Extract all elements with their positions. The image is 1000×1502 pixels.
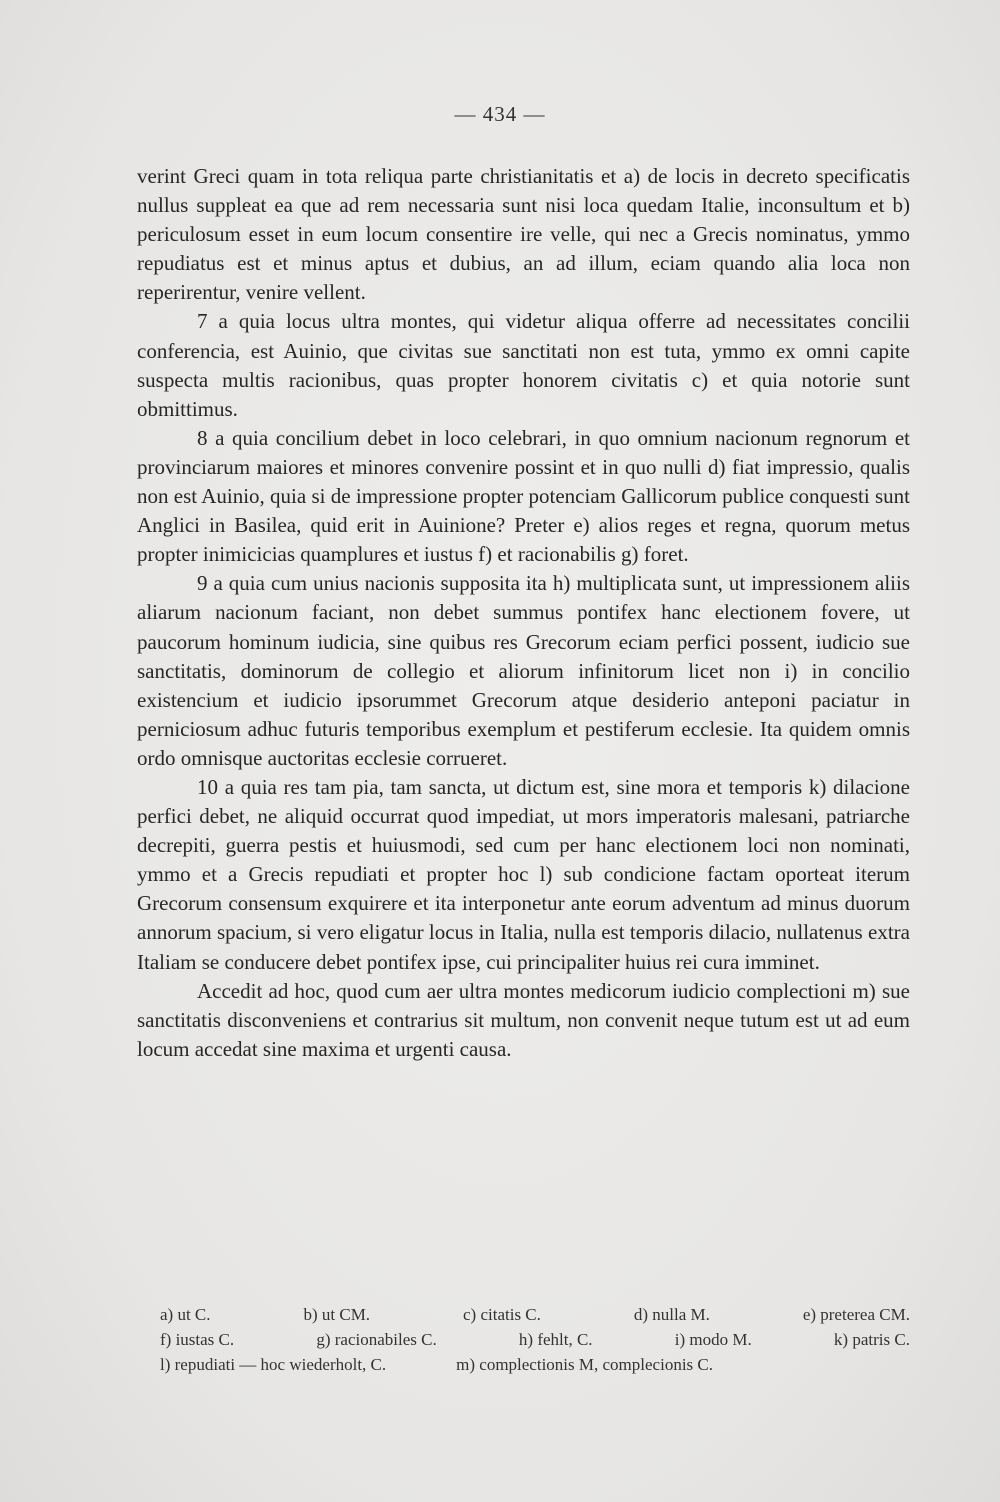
- footnote: d) nulla M.: [633, 1305, 710, 1324]
- paragraph-3: 8 a quia concilium debet in loco celebrari, in quo omnium nacionum regnorum et provinciarum maiores et minores convenire possint et in quo nulli d) fiat impressio, qualis non est Auinio, quia si de impressione propter potenciam Gallicorum publice conquesti sunt Anglici in Basilea, quid erit in Auinione? Preter e) alios reges et regna, quorum metus propter inimicicias quamplures et iustus f) et racionabilis g) foret.: [137, 425, 910, 567]
- footnote: b) ut CM.: [303, 1305, 371, 1324]
- paragraph-1: verint Greci quam in tota reliqua parte christianitatis et a) de locis in decreto specificatis nullus suppleat ea que ad rem necessaria sunt nisi loca quedam Italie, inconsultum et b) periculosum esset in eum locum consentire ire velle, qui nec a Grecis nominatus, ymmo repudiatus est et minus aptus et dubius, an ad illum, eciam quando alia loca non reperirentur, venire vellent.: [137, 164, 910, 305]
- footnote: a) ut C.: [160, 1305, 211, 1324]
- footnote: g) racionabiles C.: [316, 1330, 437, 1349]
- paragraph-6: Accedit ad hoc, quod cum aer ultra montes medicorum iudicio complectioni m) sue sanctitatis disconveniens et contrarius sit multum, non convenit neque tutum est ut ad eum locum accedat sine maxima et urgenti causa.: [137, 978, 910, 1061]
- paragraph-4: 9 a quia cum unius nacionis supposita ita h) multiplicata sunt, ut impressionem aliis aliarum nacionum faciant, non debet summus pontifex hanc electionem fovere, ut paucorum hominum iudicia, sine quibus res Grecorum eciam perfici possent, iudicio sue sanctitatis, dominorum de collegio et aliorum infinitorum licet non i) in concilio existencium et iudicio ipsorummet Grecorum atque desiderio anteponi paciatur in perniciosum adhuc futuris temporibus exemplum et pestiferum ecclesie. Ita quidem omnis ordo omnisque auctoritas ecclesie corrueret.: [137, 571, 910, 770]
- footnote: k) patris C.: [833, 1330, 910, 1349]
- footnotes: [160, 1302, 910, 1377]
- footnote-row: [160, 1302, 910, 1327]
- footnote: m) complectionis M, complecionis C.: [456, 1355, 713, 1374]
- footnote: h) fehlt, C.: [518, 1330, 593, 1349]
- footnote: c) citatis C.: [463, 1305, 541, 1324]
- paragraph-5: 10 a quia res tam pia, tam sancta, ut dictum est, sine mora et temporis k) dilacione perfici debet, ne aliquid occurrat quod impediat, ut mors imperatoris malesani, patriarche decrepiti, guerra pestis et huiusmodi, sed cum per hanc electionem loci non nominati, ymmo et a Grecis repudiati et propter hoc l) sub condicione factam oporteat iterum Grecorum consensum exquirere et ita interponetur ante eorum adventum ad minus duorum annorum spacium, si vero eligatur locus in Italia, nulla est temporis dilacio, nullatenus extra Italiam se conducere debet pontifex ipse, cui principaliter huius rei cura imminet.: [137, 774, 910, 974]
- footnote: l) repudiati — hoc wiederholt, C.: [160, 1355, 387, 1374]
- paragraph-2: 7 a quia locus ultra montes, qui videtur aliqua offerre ad necessitates concilii conferencia, est Auinio, que civitas sue sanctitati non est tuta, ymmo ex omni capite suspecta multis racionibus, quas propter honorem civitatis c) et quia notorie sunt obmittimus.: [137, 309, 910, 421]
- footnote: f) iustas C.: [160, 1330, 235, 1349]
- footnote: i) modo M.: [674, 1330, 752, 1349]
- footnote: e) preterea CM.: [802, 1305, 910, 1324]
- footnote-row: [160, 1352, 910, 1377]
- footnote-row: [160, 1327, 910, 1352]
- main-text: [137, 162, 910, 1064]
- page-number: — 434 —: [454, 102, 546, 126]
